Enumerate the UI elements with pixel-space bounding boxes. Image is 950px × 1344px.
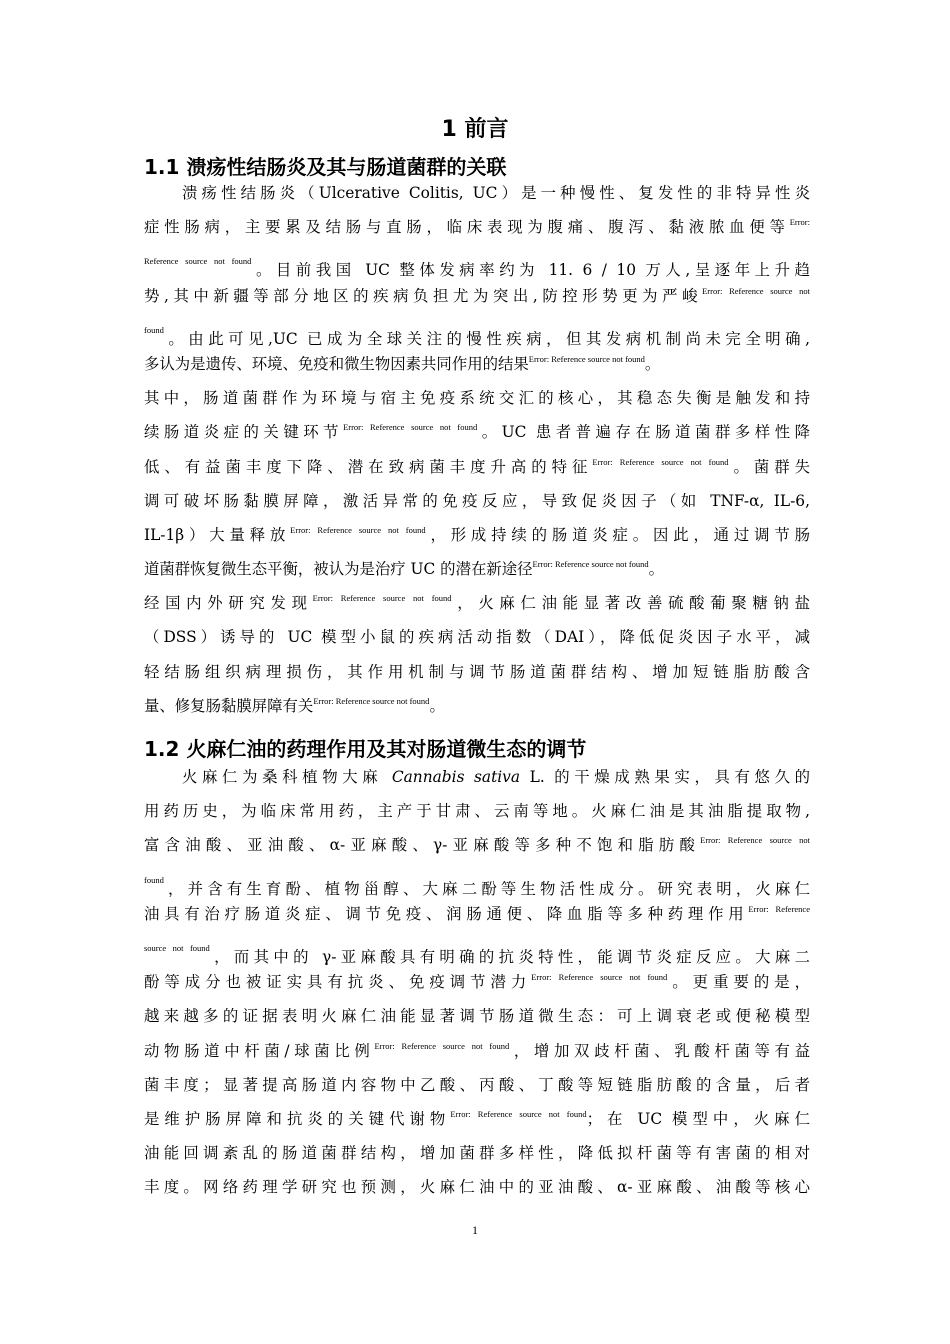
page-number: 1: [472, 1223, 478, 1237]
citation-error: found: [144, 874, 164, 885]
paragraph-line: 火麻仁为桑科植物大麻 Cannabis sativa L. 的干燥成熟果实，具有悠久的: [182, 768, 810, 786]
citation-error: Error: Reference source not found: [343, 422, 478, 433]
paragraph-line: 多认为是遗传、环境、免疫和微生物因素共同作用的结果$^{Error: Reference source not found}$。: [144, 353, 661, 373]
citation-error: Error: Reference source not found: [532, 559, 649, 570]
paragraph-line: 其中，肠道菌群作为环境与宿主免疫系统交汇的核心，其稳态失衡是触发和持: [144, 389, 810, 408]
paragraph-line: $^{found}$，并含有生育酚、植物甾醇、大麻二酚等生物活性成分。研究表明，火麻仁: [144, 874, 810, 897]
citation-error: Error: Reference source not found: [374, 1040, 510, 1051]
paragraph-line: 调可破坏肠黏膜屏障，激活异常的免疫反应，导致促炎因子（如 TNF-α, IL-6,: [144, 491, 810, 510]
citation-error: Reference source not found: [144, 256, 252, 267]
paragraph-line: 轻结肠组织病理损伤，其作用机制与调节肠道菌群结构、增加短链脂肪酸含: [144, 662, 810, 681]
paragraph-line: 动物肠道中杆菌/球菌比例$^{Error: Reference source not found}$，增加双歧杆菌、乳酸杆菌等有益: [144, 1040, 810, 1060]
citation-error: Error: Reference source not: [700, 835, 810, 846]
section-1-1-paragraph: [144, 176, 810, 723]
citation-error: Error: Reference source not found: [528, 353, 645, 364]
citation-error: Error: Reference source not found: [592, 456, 729, 467]
paragraph-line: $^{Reference source not found}$。目前我国 UC 整体发病率约为 11. 6 / 10 万人,呈逐年上升趋: [144, 256, 810, 279]
paragraph-line: （DSS）诱导的 UC 模型小鼠的疾病活动指数（DAI），降低促炎因子水平，减: [144, 628, 810, 647]
paragraph-line: 道菌群恢复微生态平衡，被认为是治疗 UC 的潜在新途径$^{Error: Reference source not found}$。: [144, 559, 665, 579]
section-title-1-2: 1.2 火麻仁油的药理作用及其对肠道微生态的调节: [144, 737, 587, 761]
citation-error: Error: Reference: [748, 903, 810, 914]
citation-error: Error: Reference source not found: [531, 972, 668, 983]
section-title-1-1: 1.1 溃疡性结肠炎及其与肠道菌群的关联: [144, 155, 507, 179]
paragraph-line: 用药历史，为临床常用药，主产于甘肃、云南等地。火麻仁油是其油脂提取物,: [144, 802, 810, 821]
paragraph-line: 势,其中新疆等部分地区的疾病负担尤为突出,防控形势更为严峻$^{Error: Reference source not}$: [144, 285, 810, 305]
paragraph-line: 油能回调紊乱的肠道菌群结构，增加菌群多样性，降低拟杆菌等有害菌的相对: [144, 1144, 810, 1163]
paragraph-line: 续肠道炎症的关键环节$^{Error: Reference source not found}$。UC 患者普遍存在肠道菌群多样性降: [144, 422, 810, 442]
paragraph-line: 经国内外研究发现$^{Error: Reference source not found}$，火麻仁油能显著改善硫酸葡聚糖钠盐: [144, 593, 810, 613]
citation-error: Error: Reference source not found: [312, 593, 452, 604]
paragraph-line: 丰度。网络药理学研究也预测，火麻仁油中的亚油酸、α-亚麻酸、油酸等核心: [144, 1178, 810, 1197]
citation-error: Error: Reference source not found: [290, 524, 426, 535]
paragraph-line: 量、修复肠黏膜屏障有关$^{Error: Reference source not found}$。: [144, 695, 445, 715]
citation-error: Error: Reference source not: [702, 285, 810, 296]
paragraph-line: IL-1β）大量释放$^{Error: Reference source not found}$，形成持续的肠道炎症。因此，通过调节肠: [144, 524, 810, 544]
paragraph-line: $^{source not found}$，而其中的 γ-亚麻酸具有明确的抗炎特性，能调节炎症反应。大麻二: [144, 942, 810, 966]
paragraph-line: 富含油酸、亚油酸、α-亚麻酸、γ-亚麻酸等多种不饱和脂肪酸$^{Error: Reference source not}$: [144, 835, 810, 855]
paragraph-line: 是维护肠屏障和抗炎的关键代谢物$^{Error: Reference source not found}$；在 UC 模型中，火麻仁: [144, 1108, 810, 1128]
paragraph-line: 症性肠病，主要累及结肠与直肠，临床表现为腹痛、腹泻、黏液脓血便等$^{Error:}$: [144, 217, 810, 237]
paragraph-line: 越来越多的证据表明火麻仁油能显著调节肠道微生态：可上调衰老或便秘模型: [144, 1007, 810, 1026]
citation-error: Error: Reference source not found: [450, 1108, 587, 1119]
citation-error: found: [144, 324, 164, 335]
citation-error: source not found: [144, 942, 210, 953]
paragraph-line: 溃疡性结肠炎（Ulcerative Colitis, UC）是一种慢性、复发性的非特异性炎: [182, 184, 810, 202]
paragraph-line: $^{found}$。由此可见,UC 已成为全球关注的慢性疾病，但其发病机制尚未完全明确,: [144, 324, 810, 347]
citation-error: Error:: [789, 217, 810, 228]
paragraph-line: 油具有治疗肠道炎症、调节免疫、润肠通便、降血脂等多种药理作用$^{Error: Reference}$: [144, 903, 810, 923]
citation-error: Error: Reference source not found: [313, 695, 430, 706]
paragraph-line: 酚等成分也被证实具有抗炎、免疫调节潜力$^{Error: Reference source not found}$。更重要的是，: [144, 972, 810, 992]
paragraph-line: 菌丰度；显著提高肠道内容物中乙酸、丙酸、丁酸等短链脂肪酸的含量，后者: [144, 1075, 810, 1094]
paragraph-line: 低、有益菌丰度下降、潜在致病菌丰度升高的特征$^{Error: Reference source not found}$。菌群失: [144, 456, 810, 476]
species-name: Cannabis sativa: [391, 768, 521, 786]
chapter-title: 1 前言: [441, 117, 509, 142]
section-1-2-paragraph: [144, 760, 810, 1204]
